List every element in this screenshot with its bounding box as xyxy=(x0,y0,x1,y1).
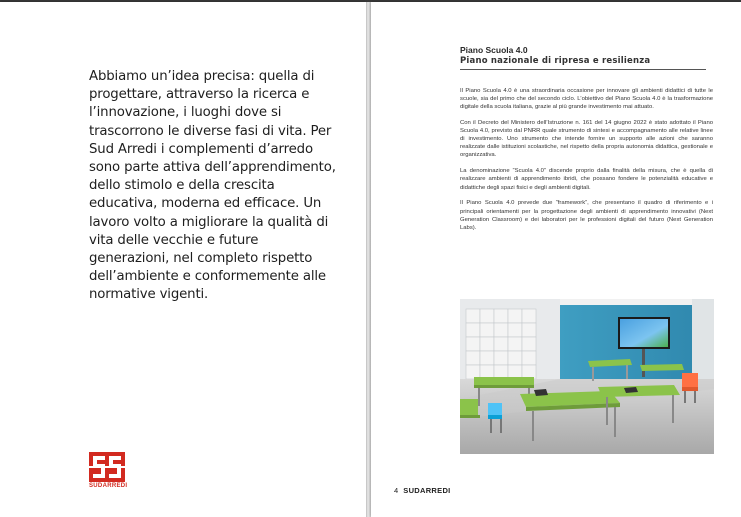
paragraph: Il Piano Scuola 4.0 è una straordinaria occasione per innovare gli ambienti didattici di tutte le scuole, sia del primo che del secondo ciclo. L’obiettivo del Piano Scuola 4.0 è la trasformazione digitale della scuola italiana, grazie al più grande investimento mai attuato. xyxy=(460,88,713,111)
paragraph: Con il Decreto del Ministero dell’Istruzione n. 161 del 14 giugno 2022 è stato adottato il Piano Scuola 4.0, previsto dal PNRR quale strumento di sintesi e accompagnamento alle relative linee di investimento. Uno strumento che intende fornire un supporto alle azioni che saranno realizzate dalle istituzioni scolastiche, nel rispetto della propria autonomia didattica, gestionale e organizzativa. xyxy=(460,120,713,159)
body-text xyxy=(460,87,713,240)
page-number: 4 xyxy=(394,486,399,495)
page-footer xyxy=(394,486,451,495)
sudarredi-logo-icon xyxy=(89,452,125,482)
title-divider xyxy=(460,69,706,70)
sudarredi-logo xyxy=(89,452,139,489)
paragraph: Il Piano Scuola 4.0 prevede due “framework”, che presentano il quadro di riferimento e i principali orientamenti per la progettazione degli ambienti di apprendimento innovativi (Next Generation Classroom) e dei laboratori per le professioni digitali del futuro (Next Generation Labs). xyxy=(460,200,713,231)
logo-text: SUDARREDI xyxy=(89,483,128,489)
classroom-photo xyxy=(460,299,714,454)
footer-brand: SUDARREDI xyxy=(403,486,451,495)
page-title: Piano Scuola 4.0 xyxy=(460,45,528,55)
page-subtitle: Piano nazionale di ripresa e resilienza xyxy=(460,56,651,66)
intro-text: Abbiamo un’idea precisa: quella di progettare, attraverso la ricerca e l’innovazione, i luoghi dove si trascorrono le diverse fasi di vita. Per Sud Arredi i complementi d’arredo sono parte attiva dell’apprendimento, dello stimolo e della crescita educativa, moderna ed efficace. Un lavoro volto a migliorare la qualità di vita delle vecchie e future generazioni, nel completo rispetto dell’ambiente e conformemente alle normative vigenti. xyxy=(89,69,336,303)
paragraph: La denominazione “Scuola 4.0” discende proprio dalla finalità della misura, che è quella di realizzare ambienti di apprendimento ibridi, che possano fondere le potenzialità educative e didattiche degli spazi fisici e degli ambienti digitali. xyxy=(460,168,713,191)
